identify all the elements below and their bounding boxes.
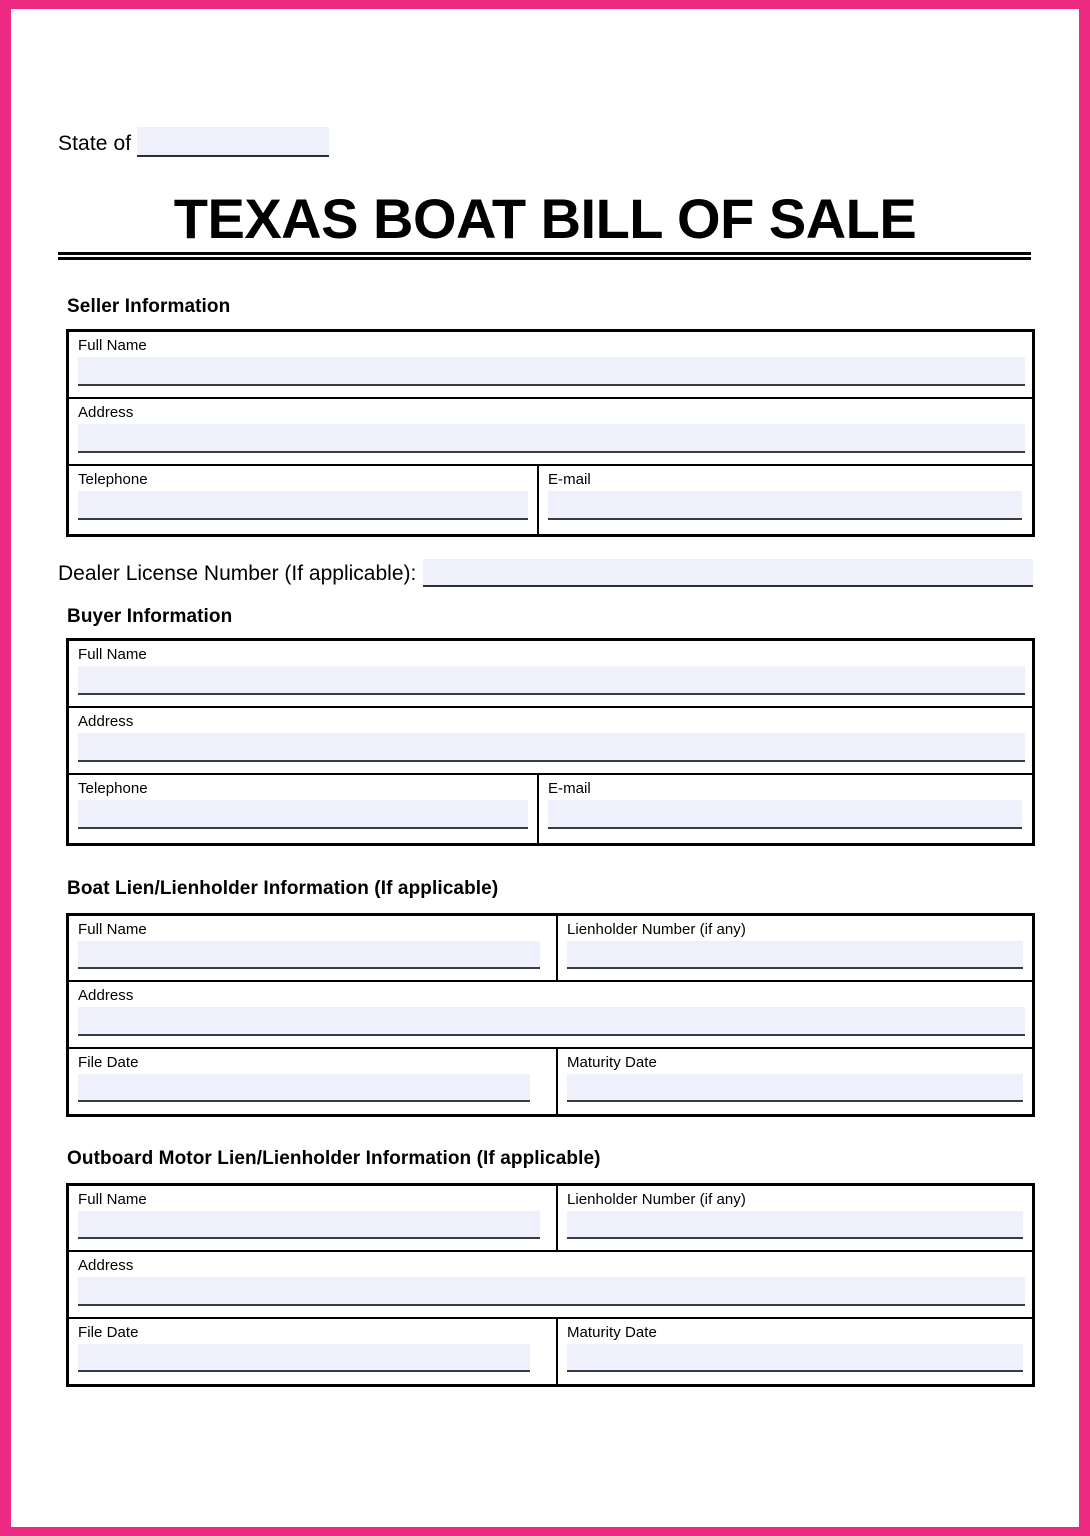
outboard-lien-number-input[interactable] [567,1211,1023,1239]
section-heading-buyer: Buyer Information [67,606,233,627]
outboard-lien-file-date-cell [69,1319,558,1384]
outboard-lien-dates-row [69,1319,1032,1384]
section-heading-seller: Seller Information [67,296,231,317]
outboard-lien-number-cell [558,1186,1032,1250]
boat-lien-address-label: Address [78,987,134,1004]
buyer-address-input[interactable] [78,733,1025,762]
outboard-lien-maturity-date-cell [558,1319,1032,1384]
outboard-lien-maturity-date-input[interactable] [567,1344,1023,1372]
section-heading-outboard-motor-lien: Outboard Motor Lien/Lienholder Information (If applicable) [67,1148,601,1169]
buyer-address-label: Address [78,713,134,730]
outboard-lien-full-name-input[interactable] [78,1211,540,1239]
seller-address-input[interactable] [78,424,1025,453]
state-of-row [58,127,329,157]
dealer-license-input[interactable] [423,559,1033,587]
page-title: TEXAS BOAT BILL OF SALE [173,187,917,250]
outboard-lien-address-row [69,1252,1032,1319]
outboard-lien-address-cell [69,1252,1032,1317]
boat-lien-file-date-input[interactable] [78,1074,530,1102]
boat-lien-file-date-label: File Date [78,1054,139,1071]
boat-lien-full-name-cell [69,916,558,980]
buyer-full-name-cell [69,641,1032,706]
seller-email-label: E-mail [548,471,591,488]
seller-full-name-label: Full Name [78,337,147,354]
boat-lien-information-box [66,913,1035,1117]
outboard-lien-file-date-input[interactable] [78,1344,530,1372]
buyer-telephone-label: Telephone [78,780,148,797]
seller-address-row [69,399,1032,466]
document-sheet [11,9,1079,1527]
boat-lien-maturity-date-label: Maturity Date [567,1054,657,1071]
outboard-lien-address-input[interactable] [78,1277,1025,1306]
seller-email-cell [539,466,1032,534]
boat-lien-number-input[interactable] [567,941,1023,969]
boat-lien-number-cell [558,916,1032,980]
outboard-lien-number-label: Lienholder Number (if any) [567,1191,746,1208]
boat-lien-address-row [69,982,1032,1049]
seller-contact-row [69,466,1032,534]
seller-information-box [66,329,1035,537]
buyer-email-label: E-mail [548,780,591,797]
buyer-address-cell [69,708,1032,773]
buyer-full-name-label: Full Name [78,646,147,663]
seller-email-input[interactable] [548,491,1022,520]
buyer-full-name-input[interactable] [78,666,1025,695]
state-of-input[interactable] [137,127,329,157]
seller-address-cell [69,399,1032,464]
boat-lien-number-label: Lienholder Number (if any) [567,921,746,938]
section-heading-boat-lien: Boat Lien/Lienholder Information (If applicable) [67,878,499,899]
buyer-information-box [66,638,1035,846]
seller-full-name-input[interactable] [78,357,1025,386]
boat-lien-address-input[interactable] [78,1007,1025,1036]
buyer-telephone-cell [69,775,539,843]
boat-lien-file-date-cell [69,1049,558,1114]
outboard-lien-file-date-label: File Date [78,1324,139,1341]
boat-lien-full-name-input[interactable] [78,941,540,969]
boat-lien-name-row [69,916,1032,982]
buyer-address-row [69,708,1032,775]
buyer-email-input[interactable] [548,800,1022,829]
buyer-contact-row [69,775,1032,843]
outboard-motor-lien-information-box [66,1183,1035,1387]
buyer-email-cell [539,775,1032,843]
outboard-lien-maturity-date-label: Maturity Date [567,1324,657,1341]
buyer-full-name-row [69,641,1032,708]
boat-lien-full-name-label: Full Name [78,921,147,938]
seller-full-name-cell [69,332,1032,397]
boat-lien-address-cell [69,982,1032,1047]
boat-lien-dates-row [69,1049,1032,1114]
outboard-lien-name-row [69,1186,1032,1252]
seller-full-name-row [69,332,1032,399]
outboard-lien-full-name-label: Full Name [78,1191,147,1208]
seller-telephone-label: Telephone [78,471,148,488]
state-of-label: State of [58,132,132,155]
seller-telephone-cell [69,466,539,534]
seller-address-label: Address [78,404,134,421]
boat-lien-maturity-date-input[interactable] [567,1074,1023,1102]
title-double-rule [58,252,1031,260]
boat-lien-maturity-date-cell [558,1049,1032,1114]
dealer-license-row [58,559,1033,587]
outboard-lien-full-name-cell [69,1186,558,1250]
seller-telephone-input[interactable] [78,491,528,520]
dealer-license-label: Dealer License Number (If applicable): [58,562,417,585]
buyer-telephone-input[interactable] [78,800,528,829]
outboard-lien-address-label: Address [78,1257,134,1274]
